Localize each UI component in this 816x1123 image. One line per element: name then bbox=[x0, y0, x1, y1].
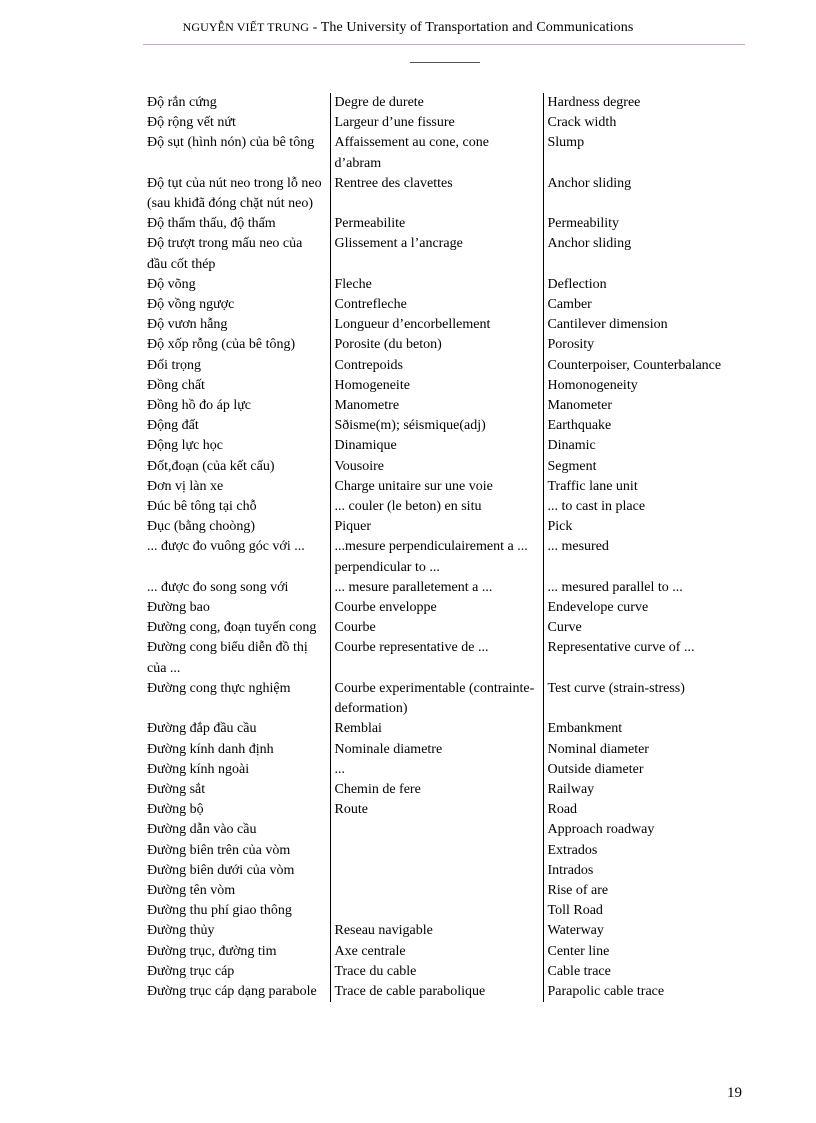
french-term: Chemin de fere bbox=[330, 780, 543, 800]
french-term: ... bbox=[330, 760, 543, 780]
glossary-row bbox=[147, 396, 747, 416]
english-term: Dinamic bbox=[543, 436, 747, 456]
glossary-row bbox=[147, 578, 747, 598]
english-term: Parapolic cable trace bbox=[543, 982, 747, 1002]
glossary-row bbox=[147, 537, 747, 577]
english-term: Extrados bbox=[543, 841, 747, 861]
english-term: Anchor sliding bbox=[543, 174, 747, 214]
english-term: Traffic lane unit bbox=[543, 477, 747, 497]
french-term: Longueur d’encorbellement bbox=[330, 315, 543, 335]
english-term: Counterpoiser, Counterbalance bbox=[543, 356, 747, 376]
english-term: Representative curve of ... bbox=[543, 638, 747, 678]
french-term: Axe centrale bbox=[330, 942, 543, 962]
vietnamese-term: ... được đo vuông góc với ... bbox=[147, 539, 305, 555]
header-institution: The University of Transportation and Communications bbox=[320, 20, 634, 35]
glossary-row bbox=[147, 820, 747, 840]
glossary-table bbox=[147, 93, 747, 1002]
vietnamese-term: Đồng hồ đo áp lực bbox=[147, 398, 252, 414]
english-term: Intrados bbox=[543, 861, 747, 881]
english-term: Cable trace bbox=[543, 962, 747, 982]
english-term: Segment bbox=[543, 457, 747, 477]
vietnamese-term: ... được đo song song với bbox=[147, 579, 289, 595]
page-number: 19 bbox=[727, 1085, 742, 1101]
header-author: NGUYỄN VIẾT TRUNG bbox=[182, 20, 309, 34]
vietnamese-term: Đồng chất bbox=[147, 377, 205, 393]
glossary-row bbox=[147, 497, 747, 517]
english-term: ... mesured bbox=[543, 537, 747, 577]
vietnamese-term: Độ võng bbox=[147, 276, 196, 292]
glossary-row bbox=[147, 942, 747, 962]
french-term: Nominale diametre bbox=[330, 740, 543, 760]
glossary-row bbox=[147, 679, 747, 719]
glossary-row bbox=[147, 618, 747, 638]
french-term: Largeur d’une fissure bbox=[330, 113, 543, 133]
french-term: Piquer bbox=[330, 517, 543, 537]
english-term: Permeability bbox=[543, 214, 747, 234]
vietnamese-term: Đường trục cáp bbox=[147, 963, 235, 979]
vietnamese-term: Đục (bằng choòng) bbox=[147, 519, 256, 535]
french-term: Rentree des clavettes bbox=[330, 174, 543, 214]
french-term: Remblai bbox=[330, 719, 543, 739]
french-term: Permeabilite bbox=[330, 214, 543, 234]
vietnamese-term: Đường bao bbox=[147, 600, 210, 616]
vietnamese-term: Đường cong, đoạn tuyến cong bbox=[147, 620, 317, 636]
vietnamese-term: Đốt,đoạn (của kết cấu) bbox=[147, 458, 275, 474]
french-term: ... couler (le beton) en situ bbox=[330, 497, 543, 517]
vietnamese-term: Đường thủy bbox=[147, 923, 215, 939]
french-term: Trace du cable bbox=[330, 962, 543, 982]
vietnamese-term: Đường tên vòm bbox=[147, 882, 236, 898]
english-term: Curve bbox=[543, 618, 747, 638]
english-term: Embankment bbox=[543, 719, 747, 739]
french-term bbox=[330, 841, 543, 861]
glossary-row bbox=[147, 436, 747, 456]
french-term: ...mesure perpendiculairement a ... perpendicular to ... bbox=[330, 537, 543, 577]
french-term bbox=[330, 881, 543, 901]
glossary-row bbox=[147, 760, 747, 780]
glossary-row bbox=[147, 416, 747, 436]
glossary-row bbox=[147, 477, 747, 497]
french-term: Affaissement au cone, cone d’abram bbox=[330, 133, 543, 173]
english-term: Center line bbox=[543, 942, 747, 962]
glossary-row bbox=[147, 376, 747, 396]
vietnamese-term: Đường trục, đường tim bbox=[147, 943, 277, 959]
glossary-row bbox=[147, 517, 747, 537]
english-term: Porosity bbox=[543, 335, 747, 355]
vietnamese-term: Đường kính ngoài bbox=[147, 761, 250, 777]
french-term: Trace de cable parabolique bbox=[330, 982, 543, 1002]
english-term: Approach roadway bbox=[543, 820, 747, 840]
glossary-row bbox=[147, 921, 747, 941]
vietnamese-term: Đường thu phí giao thông bbox=[147, 903, 292, 919]
english-term: Homonogeneity bbox=[543, 376, 747, 396]
french-term: Degre de durete bbox=[330, 93, 543, 113]
english-term: Manometer bbox=[543, 396, 747, 416]
french-term: Courbe bbox=[330, 618, 543, 638]
french-term: Courbe experimentable (contrainte-deformation) bbox=[330, 679, 543, 719]
glossary-row bbox=[147, 962, 747, 982]
french-term: ... mesure paralletement a ... bbox=[330, 578, 543, 598]
english-term: Road bbox=[543, 800, 747, 820]
english-term: Railway bbox=[543, 780, 747, 800]
vietnamese-term: Độ rộng vết nứt bbox=[147, 115, 236, 131]
glossary-row bbox=[147, 800, 747, 820]
vietnamese-term: Đường dẫn vào cầu bbox=[147, 822, 257, 838]
french-term: Fleche bbox=[330, 275, 543, 295]
vietnamese-term: Độ rắn cứng bbox=[147, 95, 217, 110]
header-separator: - bbox=[308, 20, 321, 35]
vietnamese-term: Đúc bê tông tại chỗ bbox=[147, 499, 257, 515]
vietnamese-term: Đường cong thực nghiệm bbox=[147, 680, 291, 696]
english-term: Hardness degree bbox=[543, 93, 747, 113]
glossary-row bbox=[147, 740, 747, 760]
vietnamese-term: Độ vồng ngược bbox=[147, 297, 235, 313]
glossary-row bbox=[147, 356, 747, 376]
french-term: Manometre bbox=[330, 396, 543, 416]
vietnamese-term: Đường kính danh định bbox=[147, 741, 274, 757]
glossary-row bbox=[147, 881, 747, 901]
french-term: Sðisme(m); séismique(adj) bbox=[330, 416, 543, 436]
english-term: Anchor sliding bbox=[543, 234, 747, 274]
english-term: Waterway bbox=[543, 921, 747, 941]
vietnamese-term: Động đất bbox=[147, 418, 199, 434]
english-term: Toll Road bbox=[543, 901, 747, 921]
glossary-row bbox=[147, 719, 747, 739]
glossary-row bbox=[147, 133, 747, 173]
french-term: Porosite (du beton) bbox=[330, 335, 543, 355]
glossary-row bbox=[147, 275, 747, 295]
french-term bbox=[330, 861, 543, 881]
english-term: Test curve (strain-stress) bbox=[543, 679, 747, 719]
running-header bbox=[0, 20, 816, 36]
french-term: Dinamique bbox=[330, 436, 543, 456]
english-term: Deflection bbox=[543, 275, 747, 295]
vietnamese-term: Đường sắt bbox=[147, 781, 206, 797]
french-term: Courbe representative de ... bbox=[330, 638, 543, 678]
vietnamese-term: Đường trục cáp dạng parabole bbox=[147, 983, 317, 999]
glossary-row bbox=[147, 174, 747, 214]
french-term: Route bbox=[330, 800, 543, 820]
vietnamese-term: Đường bộ bbox=[147, 802, 204, 818]
french-term bbox=[330, 901, 543, 921]
glossary-body bbox=[147, 93, 747, 1002]
french-term: Homogeneite bbox=[330, 376, 543, 396]
french-term: Charge unitaire sur une voie bbox=[330, 477, 543, 497]
glossary-row bbox=[147, 780, 747, 800]
glossary-row bbox=[147, 214, 747, 234]
glossary-row bbox=[147, 234, 747, 274]
vietnamese-term: Đối trọng bbox=[147, 357, 202, 373]
glossary-row bbox=[147, 113, 747, 133]
glossary-row bbox=[147, 295, 747, 315]
english-term: Camber bbox=[543, 295, 747, 315]
vietnamese-term: Đường đắp đầu cầu bbox=[147, 721, 257, 737]
english-term: Outside diameter bbox=[543, 760, 747, 780]
vietnamese-term: Độ sụt (hình nón) của bê tông bbox=[147, 135, 315, 151]
header-divider bbox=[143, 44, 745, 45]
vietnamese-term: Đường biên trên của vòm bbox=[147, 842, 291, 858]
english-term: Endevelope curve bbox=[543, 598, 747, 618]
french-term: Reseau navigable bbox=[330, 921, 543, 941]
vietnamese-term: Độ thấm thấu, độ thấm bbox=[147, 216, 276, 232]
glossary-row bbox=[147, 861, 747, 881]
english-term: Cantilever dimension bbox=[543, 315, 747, 335]
english-term: ... to cast in place bbox=[543, 497, 747, 517]
glossary-row bbox=[147, 457, 747, 477]
glossary-row bbox=[147, 901, 747, 921]
english-term: ... mesured parallel to ... bbox=[543, 578, 747, 598]
short-divider bbox=[410, 62, 480, 63]
english-term: Earthquake bbox=[543, 416, 747, 436]
french-term: Glissement a l’ancrage bbox=[330, 234, 543, 274]
french-term: Contrefleche bbox=[330, 295, 543, 315]
glossary-row bbox=[147, 93, 747, 113]
vietnamese-term: Độ tụt của nút neo trong lỗ neo (sau khiđã đóng chặt nút neo) bbox=[147, 175, 322, 212]
english-term: Nominal diameter bbox=[543, 740, 747, 760]
vietnamese-term: Đơn vị làn xe bbox=[147, 478, 224, 494]
vietnamese-term: Đường cong biểu diễn đồ thị của ... bbox=[147, 640, 308, 676]
glossary-row bbox=[147, 982, 747, 1002]
glossary-row bbox=[147, 335, 747, 355]
glossary-row bbox=[147, 638, 747, 678]
french-term: Courbe enveloppe bbox=[330, 598, 543, 618]
english-term: Slump bbox=[543, 133, 747, 173]
glossary-row bbox=[147, 841, 747, 861]
french-term: Vousoire bbox=[330, 457, 543, 477]
english-term: Pick bbox=[543, 517, 747, 537]
vietnamese-term: Độ xốp rỗng (của bê tông) bbox=[147, 337, 296, 353]
vietnamese-term: Động lực học bbox=[147, 438, 224, 454]
english-term: Crack width bbox=[543, 113, 747, 133]
vietnamese-term: Đường biên dưới của vòm bbox=[147, 862, 295, 878]
french-term: Contrepoids bbox=[330, 356, 543, 376]
french-term bbox=[330, 820, 543, 840]
vietnamese-term: Độ vươn hẫng bbox=[147, 317, 228, 333]
glossary-row bbox=[147, 598, 747, 618]
vietnamese-term: Độ trượt trong mấu neo của đầu cốt thép bbox=[147, 236, 303, 272]
english-term: Rise of are bbox=[543, 881, 747, 901]
glossary-row bbox=[147, 315, 747, 335]
